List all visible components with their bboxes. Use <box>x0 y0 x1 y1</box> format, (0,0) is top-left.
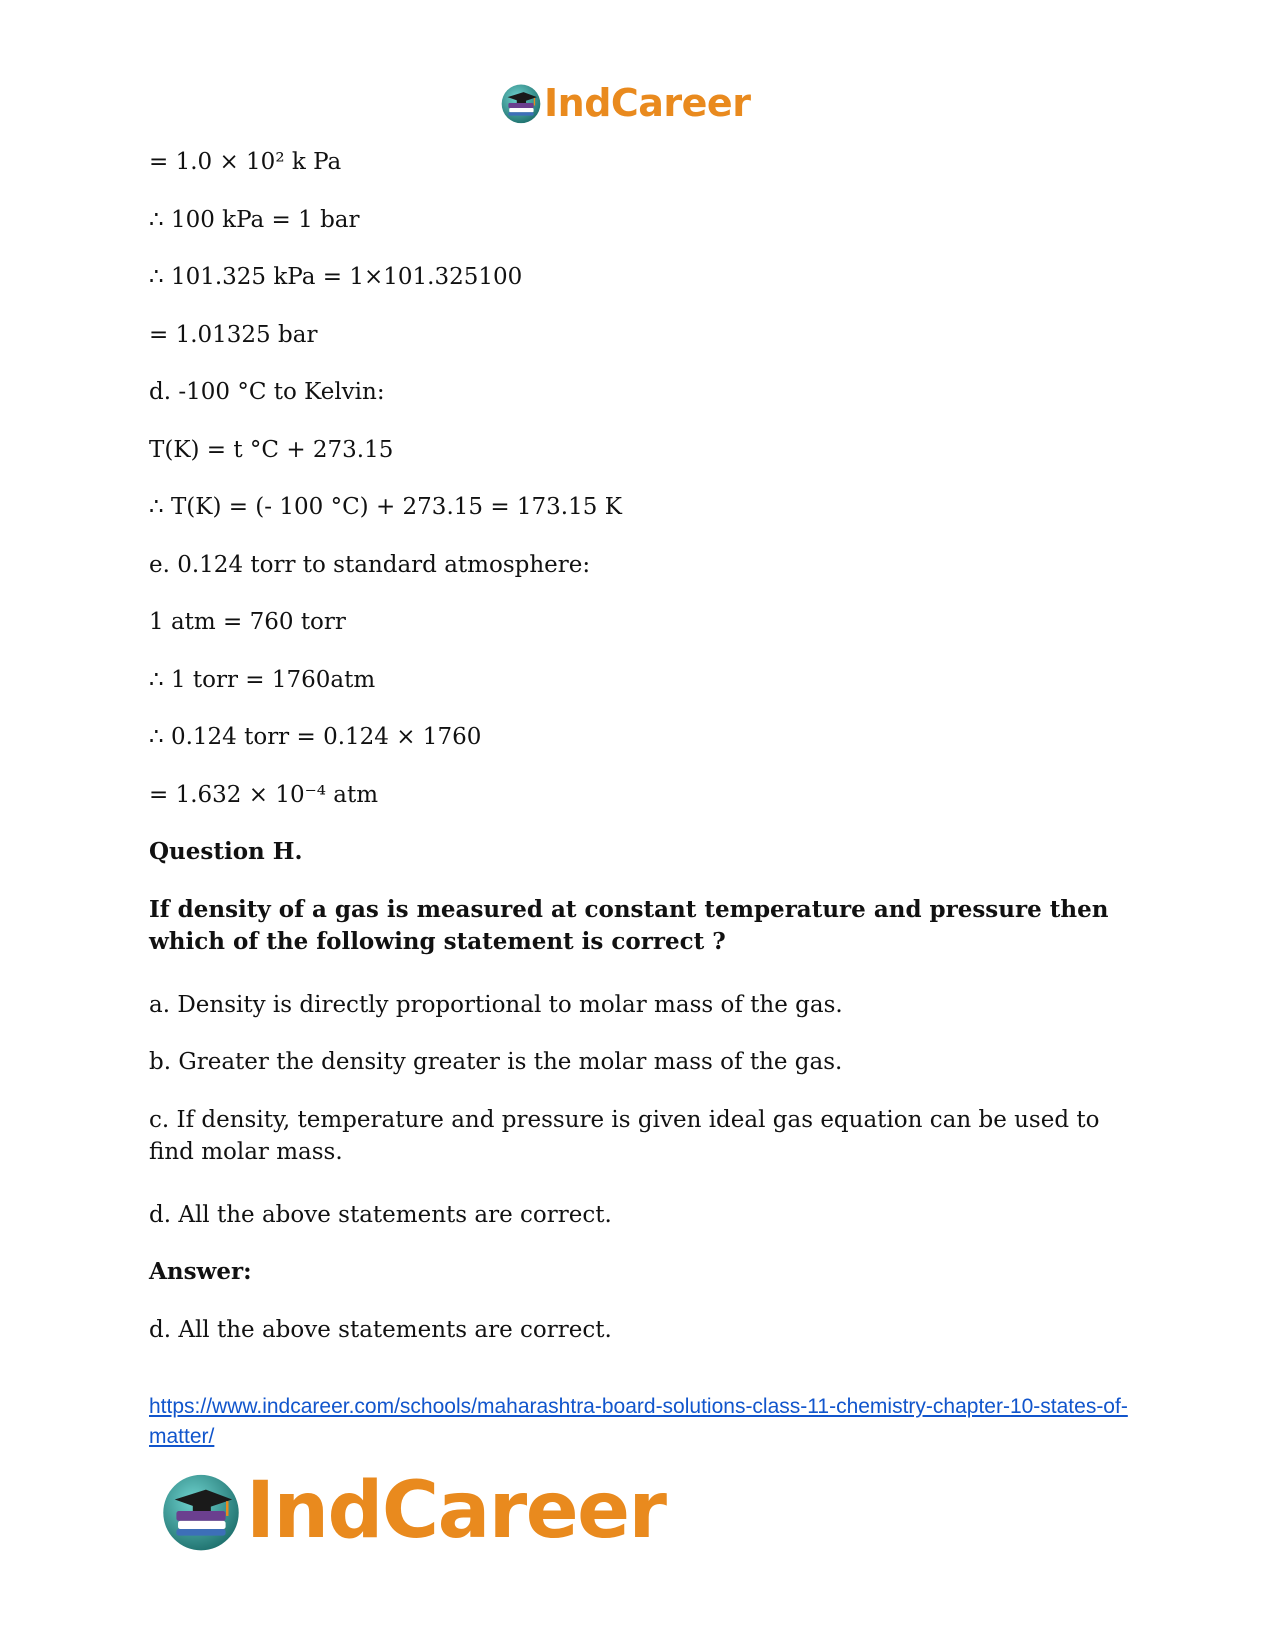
answer-text: d. All the above statements are correct. <box>149 1316 612 1343</box>
calc-line: T(K) = t °C + 273.15 <box>149 436 394 463</box>
header-logo <box>500 78 750 128</box>
option-d: d. All the above statements are correct. <box>149 1201 612 1228</box>
brand-wordmark: IndCareer <box>246 1466 666 1556</box>
calc-line: 1 atm = 760 torr <box>149 609 346 635</box>
calc-line: ∴ 101.325 kPa = 1×101.325100 <box>149 264 523 290</box>
calc-line: = 1.632 × 10⁻⁴ atm <box>149 781 379 808</box>
source-url-link[interactable]: https://www.indcareer.com/schools/maharashtra-board-solutions-class-11-chemistry-chapter-10-states-of-matter/ <box>149 1395 1128 1448</box>
option-b: b. Greater the density greater is the molar mass of the gas. <box>149 1049 843 1075</box>
calc-line: = 1.01325 bar <box>149 321 318 348</box>
calc-line: ∴ 100 kPa = 1 bar <box>149 206 360 233</box>
calc-line: ∴ 1 torr = 1760atm <box>149 666 376 693</box>
calc-line: e. 0.124 torr to standard atmosphere: <box>149 551 591 578</box>
graduation-book-emblem-icon <box>500 82 542 124</box>
brand-wordmark: IndCareer <box>544 81 751 125</box>
calc-line: ∴ 0.124 torr = 0.124 × 1760 <box>149 724 482 750</box>
calc-line: = 1.0 × 10² k Pa <box>149 149 342 175</box>
calc-line: d. -100 °C to Kelvin: <box>149 379 385 405</box>
question-prompt: If density of a gas is measured at constant temperature and pressure then which of the following statement is correct ? <box>149 895 1109 955</box>
question-heading: Question H. <box>149 838 303 865</box>
option-c: c. If density, temperature and pressure is given ideal gas equation can be used to find molar mass. <box>149 1106 1100 1165</box>
graduation-book-emblem-icon <box>160 1470 242 1552</box>
calc-line: ∴ T(K) = (- 100 °C) + 273.15 = 173.15 K <box>149 494 622 520</box>
footer-logo <box>160 1466 666 1556</box>
answer-heading: Answer: <box>149 1258 252 1285</box>
document-body <box>149 140 1139 1365</box>
option-a: a. Density is directly proportional to molar mass of the gas. <box>149 991 843 1018</box>
